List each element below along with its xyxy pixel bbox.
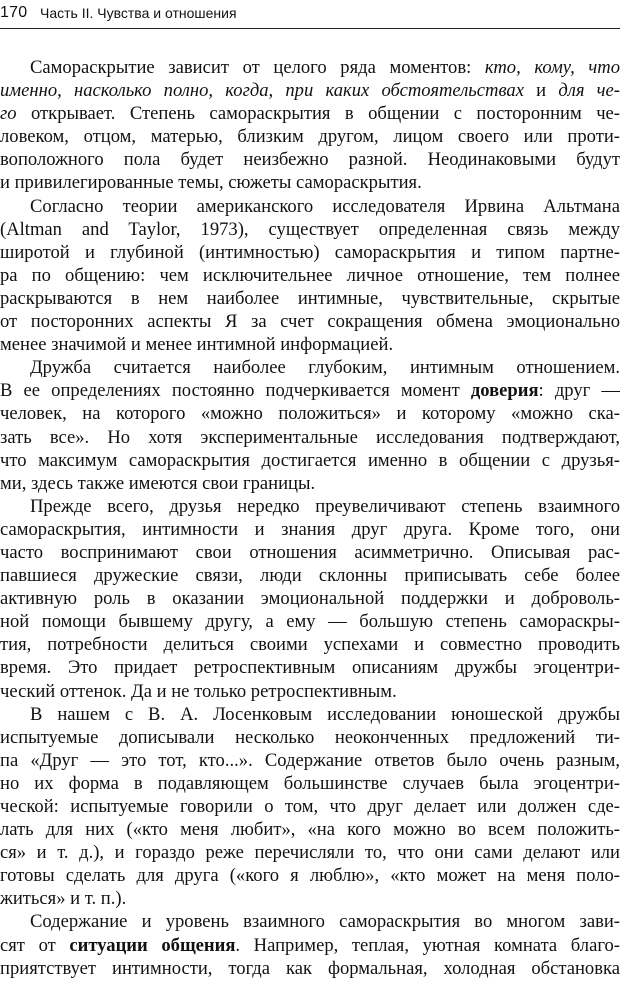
text-line <box>0 910 620 933</box>
text-line <box>0 887 620 910</box>
text-run: ной помощи бывшему другу, а ему — большую степень самораскры- <box>0 611 620 633</box>
text-run: павшиеся дружеские связи, люди склонны приписывать себе более <box>0 565 620 587</box>
page-number: 170 <box>0 4 28 21</box>
text-line <box>0 726 620 749</box>
text-line <box>0 218 620 241</box>
text-line <box>0 264 620 287</box>
text-line <box>0 79 620 102</box>
text-line <box>0 310 620 333</box>
text-line <box>0 795 620 818</box>
text-run: время. Это придает ретроспективным описаниям дружбы эгоцентри- <box>0 657 620 679</box>
text-line <box>0 472 620 495</box>
text-line <box>0 957 620 980</box>
text-line <box>0 541 620 564</box>
text-run: Содержание и уровень взаимного самораскрытия во многом зави- <box>30 911 620 933</box>
text-line <box>0 402 620 425</box>
text-run: ческий оттенок. Да и не только ретроспективным. <box>0 680 397 702</box>
text-run: сят от <box>0 934 70 956</box>
text-line <box>0 125 620 148</box>
italic-run: го <box>0 103 17 125</box>
text-line <box>0 426 620 449</box>
text-line <box>0 703 620 726</box>
italic-run: именно, насколько полно, когда, при каких обстоятельствах <box>0 80 524 102</box>
text-run: ра по общению: чем исключительнее личное отношение, тем полнее <box>0 264 620 286</box>
text-run: самораскрытия, интимности и знания друг друга. Кроме того, они <box>0 518 620 540</box>
text-line <box>0 333 620 356</box>
text-run: от посторонних аспекты Я за счет сокращения обмена эмоционально <box>0 311 620 333</box>
text-run: ми, здесь также имеются свои границы. <box>0 472 316 494</box>
text-line <box>0 148 620 171</box>
text-line <box>0 749 620 772</box>
text-run: приятствует интимности, тогда как формальная, холодная обстановка <box>0 957 620 979</box>
text-run: Самораскрытие зависит от целого ряда моментов: <box>30 57 485 78</box>
text-line <box>0 518 620 541</box>
text-run: что максимум самораскрытия достигается именно в общении с друзья- <box>0 449 620 471</box>
text-run: В ее определениях постоянно подчеркивается момент <box>0 380 471 402</box>
text-run: но их форма в подавляющем большинстве случаев была эгоцентри- <box>0 772 620 794</box>
text-line <box>0 379 620 402</box>
text-line <box>0 864 620 887</box>
text-run: Согласно теории американского исследователя Ирвина Альтмана <box>30 195 620 217</box>
text-run: ловеком, отцом, матерью, близким другом, лицом своего или проти- <box>0 126 620 148</box>
text-run: . Например, теплая, уютная комната благо- <box>235 934 620 956</box>
text-run: житься» и т. п.). <box>0 888 127 910</box>
text-line <box>0 449 620 472</box>
text-run: часто воспринимают свои отношения асимметрично. Описывая рас- <box>0 541 620 563</box>
text-run: широтой и глубиной (интимностью) самораскрытия и типом партне- <box>0 241 620 263</box>
text-line <box>0 495 620 518</box>
text-run: готовы сделать для друга («кого я люблю», «кто может на меня поло- <box>0 865 620 887</box>
text-run: зать все». Но хотя экспериментальные исследования подтверждают, <box>0 426 620 448</box>
text-run: Дружба считается наиболее глубоким, интимным отношением. <box>30 357 620 379</box>
text-line <box>0 680 620 703</box>
text-run: па «Друг — это тот, кто...». Содержание ответов было очень разным, <box>0 749 620 771</box>
text-line <box>0 841 620 864</box>
text-line <box>0 287 620 310</box>
text-run: ческой: испытуемые говорили о том, что друг делает или должен сде- <box>0 796 620 817</box>
text-line <box>0 587 620 610</box>
page-header <box>0 0 620 30</box>
text-run: раскрываются в нем наиболее интимные, чувствительные, скрытые <box>0 287 620 309</box>
text-line <box>0 171 620 194</box>
text-line <box>0 633 620 656</box>
italic-run: кто, кому, что <box>484 57 620 78</box>
text-run: активную роль в оказании эмоциональной поддержки и доброволь- <box>0 588 620 610</box>
text-line <box>0 934 620 957</box>
text-run: воположного пола будет неизбежно разной. Неодинаковыми будут <box>0 149 620 171</box>
header-rule <box>0 28 620 29</box>
text-line <box>0 241 620 264</box>
text-line <box>0 56 620 79</box>
text-line <box>0 656 620 679</box>
text-line <box>0 610 620 633</box>
text-run: ся» и т. д.), и гораздо реже перечисляли то, что они сами делают или <box>0 842 620 864</box>
text-run: лать для них («кто меня любит», «на кого можно во всем положить- <box>0 819 620 841</box>
text-run: человек, на которого «можно положиться» и которому «можно ска- <box>0 403 620 425</box>
text-run: и привилегированные темы, сюжеты самораскрытия. <box>0 172 422 194</box>
text-run: Прежде всего, друзья нередко преувеличивают степень взаимного <box>30 495 620 517</box>
text-run: испытуемые дописывали несколько неоконченных предложений ти- <box>0 726 620 748</box>
text-line <box>0 195 620 218</box>
body-text <box>0 56 620 980</box>
bold-term: доверия <box>470 380 539 402</box>
text-run: открывает. Степень самораскрытия в общении с посторонним че- <box>16 103 620 125</box>
text-run: тия, потребности делиться своими успехами и совместно проводить <box>0 634 620 656</box>
text-run: менее значимой и менее интимной информацией. <box>0 334 394 356</box>
running-head: Часть II. Чувства и отношения <box>40 5 237 21</box>
text-line <box>0 102 620 125</box>
bold-term: ситуации общения <box>69 934 236 956</box>
text-run: (Altman and Taylor, 1973), существует определенная связь между <box>0 218 620 240</box>
text-line <box>0 356 620 379</box>
text-line <box>0 772 620 795</box>
text-line <box>0 564 620 587</box>
text-run: и <box>523 80 559 102</box>
text-run: : друг — <box>538 380 620 402</box>
text-run: В нашем с В. А. Лосенковым исследовании юношеской дружбы <box>30 703 620 725</box>
text-line <box>0 818 620 841</box>
italic-run: для че- <box>558 80 620 102</box>
